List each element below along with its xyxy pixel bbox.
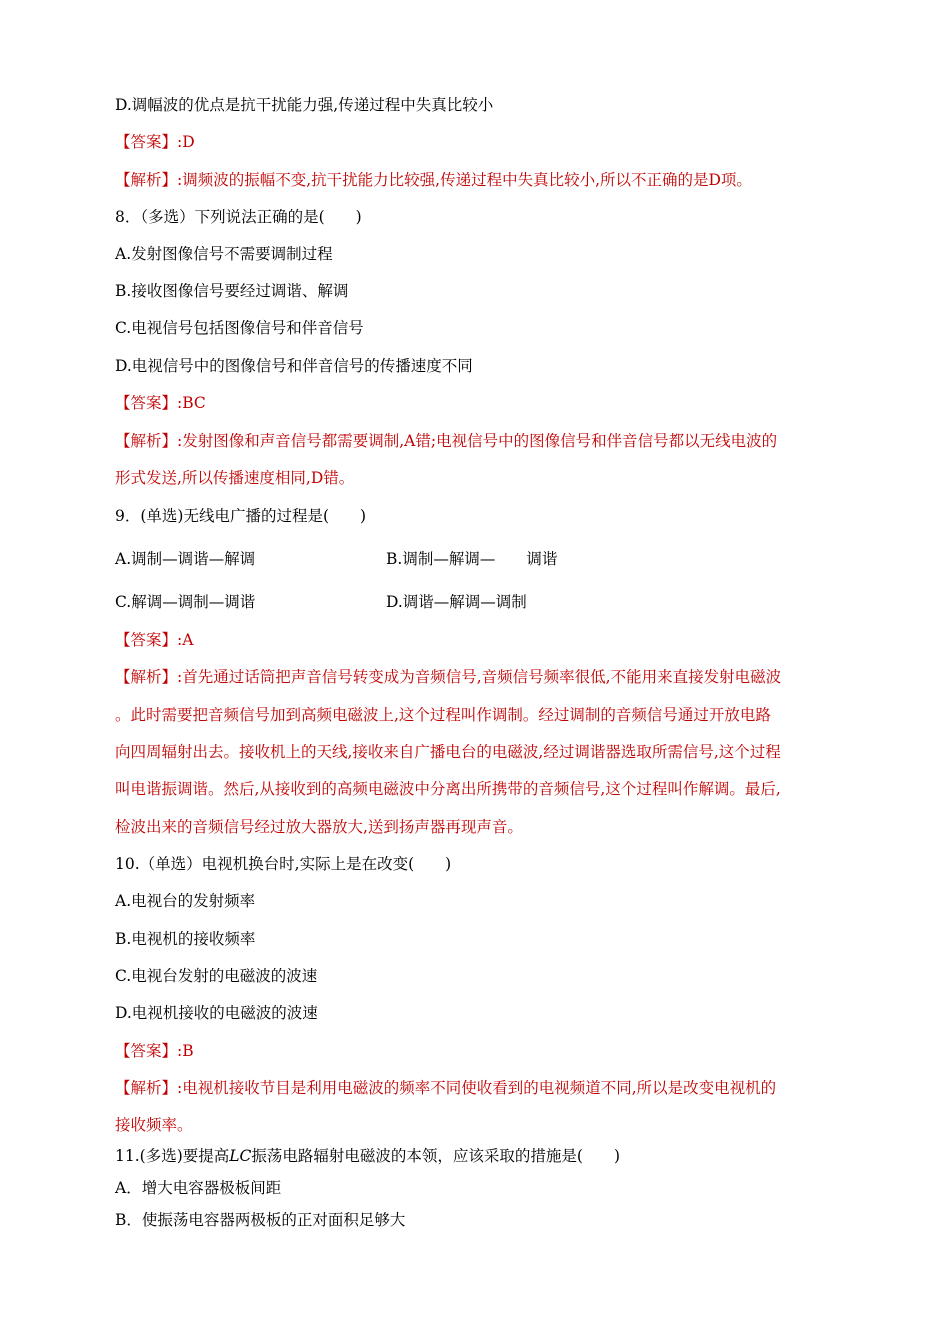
q9-option-a: A.调制—调谐—解调 xyxy=(115,550,256,568)
q11-stem-prefix: 11.(多选)要提高 xyxy=(115,1147,230,1165)
q9-answer: 【答案】:A xyxy=(115,631,194,649)
q11-stem-suffix: 振荡电路辐射电磁波的本领，应该采取的措施是( ) xyxy=(251,1147,621,1165)
q7-option-d: D.调幅波的优点是抗干扰能力强,传递过程中失真比较小 xyxy=(115,96,494,114)
q10-option-a: A.电视台的发射频率 xyxy=(115,892,256,910)
q8-option-c: C.电视信号包括图像信号和伴音信号 xyxy=(115,319,364,337)
q10-option-d: D.电视机接收的电磁波的波速 xyxy=(115,1004,318,1022)
q9-option-b: B.调制—解调— 调谐 xyxy=(386,550,558,568)
q9-analysis-line-4: 叫电谐振调谐。然后,从接收到的高频电磁波中分离出所携带的音频信号,这个过程叫作解调。最后, xyxy=(115,780,781,798)
q7-analysis: 【解析】:调频波的振幅不变,抗干扰能力比较强,传递过程中失真比较小,所以不正确的是D项。 xyxy=(115,171,752,189)
q9-analysis-line-5: 检波出来的音频信号经过放大器放大,送到扬声器再现声音。 xyxy=(115,818,523,836)
q10-stem: 10.（单选）电视机换台时,实际上是在改变( ) xyxy=(115,855,452,873)
q8-option-a: A.发射图像信号不需要调制过程 xyxy=(115,245,333,263)
q11-stem xyxy=(115,1146,620,1166)
q11-option-b: B．使振荡电容器两极板的正对面积足够大 xyxy=(115,1211,406,1229)
q8-option-b: B.接收图像信号要经过调谐、解调 xyxy=(115,282,349,300)
q9-option-d: D.调谐—解调—调制 xyxy=(386,593,527,611)
q9-analysis-line-1: 【解析】:首先通过话筒把声音信号转变成为音频信号,音频信号频率很低,不能用来直接发射电磁波 xyxy=(115,668,782,686)
q7-answer: 【答案】:D xyxy=(115,133,195,151)
q10-option-b: B.电视机的接收频率 xyxy=(115,930,256,948)
q10-analysis-line-1: 【解析】:电视机接收节目是利用电磁波的频率不同使收看到的电视频道不同,所以是改变电视机的 xyxy=(115,1079,777,1097)
q11-stem-lc: LC xyxy=(229,1147,252,1165)
q8-analysis-line-1: 【解析】:发射图像和声音信号都需要调制,A错;电视信号中的图像信号和伴音信号都以无线电波的 xyxy=(115,432,778,450)
q11-option-a: A．增大电容器极板间距 xyxy=(115,1179,282,1197)
q9-stem: 9．(单选)无线电广播的过程是( ) xyxy=(115,507,367,525)
q9-analysis-line-2: 。此时需要把音频信号加到高频电磁波上,这个过程叫作调制。经过调制的音频信号通过开放电路 xyxy=(115,706,771,724)
q8-answer: 【答案】:BC xyxy=(115,394,206,412)
q8-option-d: D.电视信号中的图像信号和伴音信号的传播速度不同 xyxy=(115,357,473,375)
q10-option-c: C.电视台发射的电磁波的波速 xyxy=(115,967,318,985)
q9-option-c: C.解调—调制—调谐 xyxy=(115,593,256,611)
q10-answer: 【答案】:B xyxy=(115,1042,194,1060)
q10-analysis-line-2: 接收频率。 xyxy=(115,1116,193,1134)
q9-analysis-line-3: 向四周辐射出去。接收机上的天线,接收来自广播电台的电磁波,经过调谐器选取所需信号,这个过程 xyxy=(115,743,781,761)
q8-analysis-line-2: 形式发送,所以传播速度相同,D错。 xyxy=(115,469,355,487)
q8-stem: 8．（多选）下列说法正确的是( ) xyxy=(115,208,362,226)
